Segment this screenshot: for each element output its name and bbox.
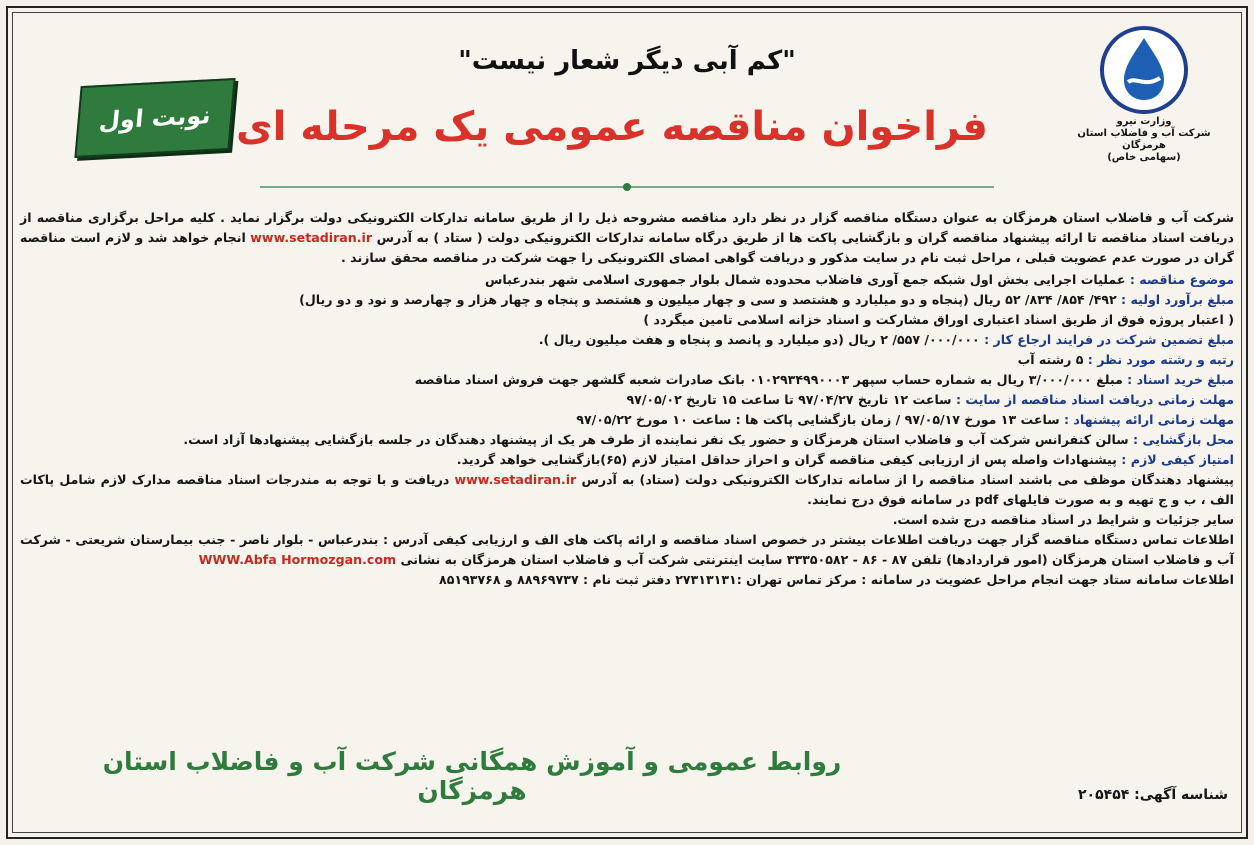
- setad-link[interactable]: www.setadiran.ir: [250, 230, 373, 245]
- detail-row: [20, 290, 1234, 310]
- detail-row: [20, 270, 1234, 290]
- detail-value: ( اعتبار پروژه فوق از طریق اسناد اعتباری اوراق مشارکت و اسناد خزانه اسلامی تامین میگردد ): [643, 312, 1234, 327]
- tender-details: [20, 270, 1234, 470]
- detail-label: امتیاز کیفی لازم :: [1121, 452, 1234, 467]
- setad-info: اطلاعات سامانه ستاد جهت انجام مراحل عضویت در سامانه : مرکز تماس تهران :۲۷۳۱۳۱۳۱ دفتر ثبت نام : ۸۸۹۶۹۷۳۷ و ۸۵۱۹۳۷۶۸: [439, 572, 1234, 587]
- round-badge: نوبت اول: [74, 78, 235, 158]
- detail-row: [20, 430, 1234, 450]
- contact-text: اطلاعات تماس دستگاه مناقصه گزار جهت دریافت اطلاعات بیشتر در خصوص اسناد مناقصه و ارائه پاکت های الف و ارزیابی کیفی آدرس : بندرعباس - بلوار ناصر - جنب بیمارستان شریعتی - شرکت آب و فاضلاب استان هرمزگان (امور قراردادها) تلفن ۸۷ - ۸۶ - ۳۳۳۵۰۵۸۲ سایت اینترنتی شرکت آب و فاضلاب استان هرمزگان به نشانی: [20, 532, 1234, 567]
- detail-value: عملیات اجرایی بخش اول شبکه جمع آوری فاضلاب محدوده شمال بلوار جمهوری اسلامی شهر بندرعباس: [484, 272, 1126, 287]
- intro-paragraph: [20, 208, 1234, 268]
- detail-row: [20, 410, 1234, 430]
- bidders-paragraph: [20, 470, 1234, 510]
- logo-ministry: وزارت نیرو: [1116, 116, 1172, 127]
- detail-label: مهلت زمانی ارائه پیشنهاد :: [1064, 412, 1234, 427]
- detail-value: مبلغ ۳/۰۰۰/۰۰۰ ریال به شماره حساب سپهر ۰۱۰۲۹۳۴۹۹۰۰۰۳ بانک صادرات شعبه گلشهر جهت فروش اسناد مناقصه: [414, 372, 1123, 387]
- intro-suffix: انجام خواهد شد و لازم است مناقصه گران در صورت عدم عضویت قبلی ، مراحل ثبت نام در سایت مذکور و دریافت گواهی امضای الکترونیکی را جهت شرکت در مناقصه محقق سازند .: [20, 230, 1234, 265]
- contact-paragraph: [20, 530, 1234, 570]
- logo-company-type: (سهامی خاص): [1107, 152, 1181, 163]
- detail-value: ساعت ۱۳ مورخ ۹۷/۰۵/۱۷ / زمان بازگشایی پاکت ها : ساعت ۱۰ مورخ ۹۷/۰۵/۲۲: [576, 412, 1060, 427]
- detail-value: ساعت ۱۲ تاریخ ۹۷/۰۴/۲۷ تا ساعت ۱۵ تاریخ ۹۷/۰۵/۰۲: [626, 392, 952, 407]
- detail-row: [20, 330, 1234, 350]
- detail-label: رتبه و رشته مورد نظر :: [1087, 352, 1234, 367]
- public-relations-footer: روابط عمومی و آموزش همگانی شرکت آب و فاضلاب استان هرمزگان: [102, 747, 842, 805]
- detail-row: [20, 370, 1234, 390]
- ad-id: شناسه آگهی: ۲۰۵۴۵۴: [1078, 787, 1228, 803]
- detail-row: [20, 390, 1234, 410]
- detail-value: پیشنهادات واصله پس از ارزیابی کیفی مناقصه گران و احراز حداقل امتیاز لازم (۶۵)بازگشایی خواهد گردید.: [456, 452, 1117, 467]
- abfa-link[interactable]: WWW.Abfa Hormozgan.com: [198, 552, 397, 567]
- slogan: "کم آبی دیگر شعار نیست": [458, 46, 796, 76]
- company-logo: [1064, 24, 1224, 164]
- logo-company: شرکت آب و فاضلاب استان هرمزگان: [1077, 128, 1211, 151]
- detail-row: [20, 350, 1234, 370]
- details-note: سایر جزئیات و شرایط در اسناد مناقصه درج شده است.: [892, 512, 1234, 527]
- intro-prefix: شرکت آب و فاضلاب استان هرمزگان به عنوان دستگاه مناقصه گزار در نظر دارد مناقصه مشروحه ذیل را از طریق سامانه تدارکات الکترونیکی دولت برگزار نماید . کلیه مراحل برگزاری مناقصه از دریافت اسناد مناقصه تا ارائه پیشنهاد مناقصه گران و بازگشایی پاکت ها از طریق درگاه سامانه تدارکات الکترونیکی دولت ( ستاد ) به آدرس: [20, 210, 1234, 245]
- detail-value: سالن کنفرانس شرکت آب و فاضلاب استان هرمزگان و حضور یک نفر نماینده از طرف هر یک از پیشنهاد دهندگان در جلسه بازگشایی پیشنهادها آزاد است.: [183, 432, 1129, 447]
- tender-notice: [20, 18, 1234, 827]
- notice-body: [20, 208, 1234, 590]
- detail-label: مهلت زمانی دریافت اسناد مناقصه از سایت :: [955, 392, 1234, 407]
- detail-label: مبلغ تضمین شرکت در فرایند ارجاع کار :: [984, 332, 1234, 347]
- detail-label: موضوع مناقصه :: [1129, 272, 1234, 287]
- page-title: فراخوان مناقصه عمومی یک مرحله ای: [235, 104, 988, 150]
- detail-label: مبلغ برآورد اولیه :: [1121, 292, 1234, 307]
- detail-value: ۵ رشته آب: [1017, 352, 1084, 367]
- bidders-prefix: پیشنهاد دهندگان موظف می باشند اسناد مناقصه را از سامانه تدارکات الکترونیکی دولت (ستاد) به آدرس: [581, 472, 1235, 487]
- detail-row: [20, 450, 1234, 470]
- header: [20, 18, 1234, 208]
- detail-label: مبلغ خرید اسناد :: [1127, 372, 1234, 387]
- detail-value: ۴۹۲/ ۸۵۴/ ۸۳۴/ ۵۲ ریال (پنجاه و دو میلیارد و هشتصد و سی و چهار میلیون و هشتصد و پنجاه و چهار هزار و چهارصد و نود و دو ریال): [299, 292, 1117, 307]
- detail-label: محل بازگشایی :: [1133, 432, 1234, 447]
- header-divider: [260, 186, 994, 188]
- setad-link[interactable]: www.setadiran.ir: [454, 472, 577, 487]
- bidders-suffix: دریافت و با توجه به مندرجات اسناد مناقصه مدارک لازم شامل پاکات الف ، ب و ج تهیه و به صورت فایلهای pdf در سامانه فوق درج نمایند.: [20, 472, 1234, 507]
- detail-value: ۰۰۰/۰۰۰/ ۵۵۷/ ۲ ریال (دو میلیارد و پانصد و پنجاه و هفت میلیون ریال ).: [538, 332, 980, 347]
- detail-row: [20, 310, 1234, 330]
